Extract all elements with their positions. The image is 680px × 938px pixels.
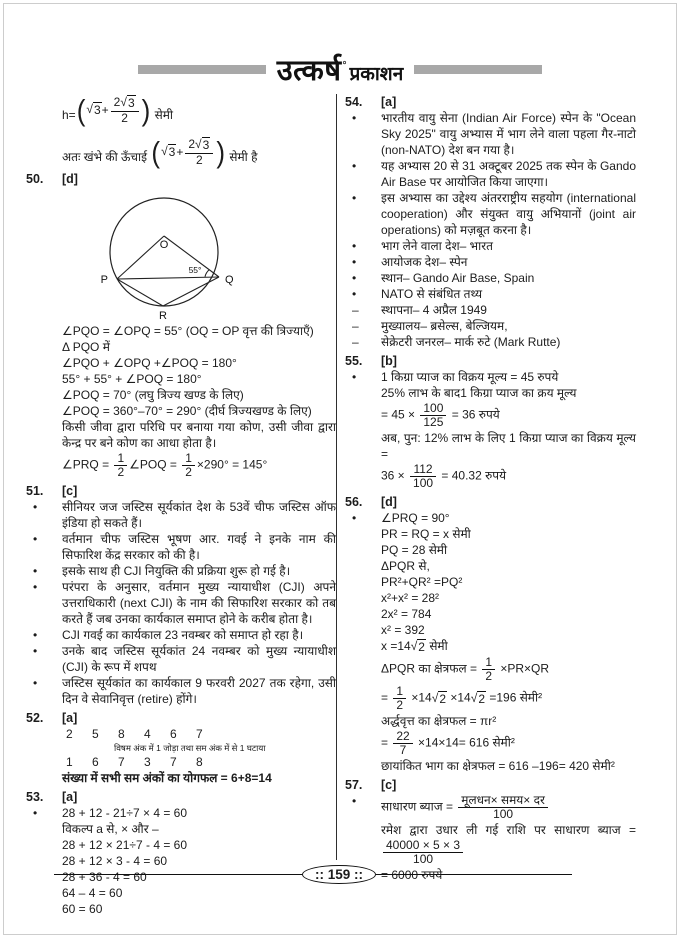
fraction-denominator: 100 — [413, 476, 434, 490]
content-row — [345, 401, 636, 430]
paren-group: ( √ 3 + 2 √ 3 2 ) — [151, 134, 225, 170]
fraction-numerator: मूलधन× समय× दर — [458, 794, 548, 808]
section-head-gutter — [345, 94, 381, 110]
row-content: अतः खंभे की ऊँचाई ( √ 3 + 2 √ 3 2 ) सेमी है — [62, 134, 258, 170]
content-row — [26, 643, 336, 675]
row-content: 36 × $\frac{112}{100}$ = 40.32 रुपये — [381, 462, 507, 490]
content-row — [345, 638, 636, 655]
answer-section — [26, 94, 336, 168]
logo-suffix-text: प्रकाशन — [349, 64, 404, 85]
row-gutter — [26, 579, 62, 595]
square-root — [432, 691, 447, 707]
row-content: = $\frac{22}{7}$ ×14×14= 616 सेमी² — [381, 729, 515, 757]
bullet-icon: • — [352, 159, 357, 173]
section-head-content — [381, 353, 636, 369]
answer-section — [26, 710, 336, 786]
section-number: 55. — [345, 354, 363, 368]
answer-section — [345, 494, 636, 774]
row-gutter — [345, 793, 381, 809]
content-row — [345, 542, 636, 558]
content-row — [345, 302, 636, 318]
content-row — [26, 805, 336, 821]
row-content: ∠PRQ = $\frac{1}{2}$ ∠POQ = $\frac{1}{2}$ ×290° = 145° — [62, 451, 268, 479]
content-row — [26, 187, 336, 323]
radical-sign: √ — [195, 137, 202, 151]
section-head-gutter — [26, 171, 62, 187]
section-number: 56. — [345, 495, 363, 509]
row-content: अर्द्धवृत्त का क्षेत्रफल = πr² — [381, 714, 497, 728]
radicand: 3 — [202, 138, 210, 152]
content-row — [26, 563, 336, 579]
vertical-gap — [26, 126, 336, 136]
fraction — [185, 137, 213, 167]
fraction-numerator: 1 — [482, 656, 495, 670]
content-row — [345, 318, 636, 334]
fraction-denominator: 2 — [185, 465, 192, 479]
radicand: 2 — [478, 691, 485, 706]
bullet-icon: • — [352, 794, 357, 808]
radical-sign: √ — [410, 639, 418, 653]
row-gutter — [26, 805, 62, 821]
paren-group: ( √ 3 + 2 √ 3 2 ) — [76, 92, 151, 128]
content-row — [26, 837, 336, 853]
bullet-icon: • — [352, 239, 357, 253]
content-row — [345, 158, 636, 190]
section-head-gutter — [345, 777, 381, 793]
fraction-numerator: 22 — [393, 730, 412, 744]
answer-key: [d] — [62, 172, 78, 186]
answer-section — [26, 171, 336, 480]
fraction-numerator: 2 √ 3 — [111, 95, 139, 112]
circle-outline — [110, 198, 218, 306]
dash-icon: – — [352, 319, 359, 333]
row-content: परंपरा के अनुसार, वर्तमान मुख्य न्यायाधीश (CJI) अपने उत्तराधिकारी (next CJI) के नाम की सिफारिश सरकार को तब करते हैं जब उनका कार्यकाल समाप्त होने के करीब होता है। — [62, 580, 336, 626]
row-gutter — [345, 369, 381, 385]
content-row — [26, 323, 336, 339]
bullet-icon: • — [352, 271, 357, 285]
fraction — [393, 685, 406, 712]
header-rule-right — [414, 65, 542, 74]
row-gutter — [345, 334, 381, 350]
content-row — [345, 526, 636, 542]
fraction — [182, 452, 195, 479]
radical-sign: √ — [86, 102, 93, 116]
radicand: 3 — [93, 103, 101, 117]
radicand: 2 — [439, 691, 447, 706]
row-content: स्थान– Gando Air Base, Spain — [381, 271, 535, 285]
diagram-label-right: Q — [225, 274, 234, 286]
content-row — [345, 758, 636, 774]
content-row — [345, 684, 636, 713]
content-row — [26, 579, 336, 627]
row-gutter — [345, 318, 381, 334]
header-rule-left — [138, 65, 266, 74]
row-content: उनके बाद जस्टिस सूर्यकांत 24 नवम्बर को मुख्य न्यायाधीश (CJI) के रूप में शपथ — [62, 644, 336, 674]
row-content: x =14 √ 2 सेमी — [381, 639, 448, 654]
content-row — [26, 94, 336, 126]
row-content: इस अभ्यास का उद्देश्य अंतरराष्ट्रीय सहयोग (international cooperation) और संयुक्त वायु अभियानों (joint air operations) को मज़बूत करना है। — [381, 191, 636, 237]
row-content: सीनियर जज जस्टिस सूर्यकांत देश के 53वें चीफ जस्टिस ऑफ इंडिया हो सकते हैं। — [62, 500, 336, 530]
row-content: 28 + 12 - 21÷7 × 4 = 60 — [62, 806, 188, 820]
content-row — [26, 499, 336, 531]
dash-icon: – — [352, 335, 359, 349]
row-content: h= ( √ 3 + 2 √ 3 2 ) सेमी — [62, 92, 174, 128]
content-row — [345, 713, 636, 729]
content-row — [26, 901, 336, 917]
row-content: मुख्यालय– ब्रसेल्स, बेल्जियम, — [381, 319, 508, 333]
content-row — [345, 729, 636, 758]
footer-rule-left — [54, 874, 302, 875]
section-number: 54. — [345, 95, 363, 109]
row-gutter — [345, 510, 381, 526]
row-content: 28 + 12 × 21÷7 - 4 = 60 — [62, 838, 188, 852]
bullet-icon: • — [352, 511, 357, 525]
row-gutter — [345, 238, 381, 254]
row-content: अब, पुन: 12% लाभ के लिए 1 किग्रा प्याज का विक्रय मूल्य = — [381, 431, 636, 461]
row-gutter — [345, 110, 381, 126]
publisher-logo — [277, 50, 404, 89]
section-number: 53. — [26, 790, 44, 804]
diagram-label-left: P — [100, 274, 108, 286]
diagram-angle-label: 55° — [188, 265, 202, 275]
content-row — [345, 238, 636, 254]
row-content: किसी जीवा द्वारा परिधि पर बनाया गया कोण, उसी जीवा द्वारा केन्द्र पर बने कोण का आधा होता है। — [62, 420, 336, 450]
row-content: 60 = 60 — [62, 902, 103, 916]
fraction-denominator: 2 — [396, 698, 404, 712]
section-head-content — [381, 94, 636, 110]
row-content: x²+x² = 28² — [381, 591, 440, 605]
content-row — [26, 419, 336, 451]
content-row — [345, 574, 636, 590]
content-row — [345, 558, 636, 574]
bullet-icon: • — [33, 500, 38, 514]
circle-chord-diagram — [62, 187, 336, 323]
content-row — [26, 339, 336, 355]
row-content: संख्या में सभी सम अंकों का योगफल = 6+8=14 — [62, 771, 272, 785]
bullet-icon: • — [352, 255, 357, 269]
content-row — [26, 355, 336, 371]
section-head — [345, 94, 636, 110]
bullet-icon: • — [352, 191, 357, 205]
content-row — [345, 655, 636, 684]
row-content: ∠PQO + ∠OPQ +∠POQ = 180° — [62, 356, 237, 370]
radicand: 3 — [127, 96, 135, 110]
row-content: सेक्रेटरी जनरल– मार्क रुटे (Mark Rutte) — [381, 335, 561, 349]
content-row — [345, 622, 636, 638]
content-row — [345, 254, 636, 270]
chord-RQ — [163, 277, 219, 306]
content-row — [26, 371, 336, 387]
row-content: ΔPQR से, — [381, 559, 430, 573]
row-content: 28 + 12 × 3 - 4 = 60 — [62, 854, 168, 868]
section-head-content — [62, 710, 336, 726]
content-row — [26, 885, 336, 901]
row-gutter — [345, 302, 381, 318]
chord-PQ — [117, 277, 219, 279]
fraction — [114, 452, 127, 479]
answer-section — [345, 94, 636, 350]
content-row — [345, 270, 636, 286]
row-content: ΔPQR का क्षेत्रफल = $\frac{1}{2}$ ×PR×QR — [381, 655, 550, 683]
row-content: विकल्प a से, × और – — [62, 822, 159, 836]
content-row — [345, 510, 636, 526]
content-row — [26, 531, 336, 563]
content-row — [26, 403, 336, 419]
row-gutter — [26, 627, 62, 643]
section-head — [26, 710, 336, 726]
bullet-icon: • — [33, 564, 38, 578]
fraction — [393, 730, 412, 757]
bullet-icon: • — [33, 580, 38, 594]
row-content: ∠PQO = ∠OPQ = 55° (OQ = OP वृत्त की त्रिज्याएँ) — [62, 324, 314, 338]
row-content: इसके साथ ही CJI नियुक्ति की प्रक्रिया शुरू हो गई है। — [62, 564, 291, 578]
fraction-denominator: 2 — [117, 465, 125, 479]
content-row — [26, 821, 336, 837]
content-row — [345, 334, 636, 350]
page-header — [0, 0, 680, 89]
row-content: रमेश द्वारा उधार ली गई राशि पर साधारण ब्याज = $\frac{40000 \times 5 \times 3}{100}$ — [381, 823, 636, 866]
row-gutter — [345, 270, 381, 286]
page-number-badge: :: 159 :: — [302, 865, 376, 884]
fraction-denominator: 100 — [413, 852, 434, 866]
right-paren: ) — [141, 92, 151, 128]
section-head-gutter — [26, 710, 62, 726]
page-footer — [0, 865, 680, 884]
row-content: 28 + 36 - 4 = 60 — [62, 870, 147, 884]
row-content: साधारण ब्याज = $\frac{\text{मूलधन× समय× दर}}{100}$ — [381, 793, 636, 822]
radius-OP — [117, 236, 164, 279]
row-content: 64 – 4 = 60 — [62, 886, 123, 900]
answer-section — [345, 353, 636, 491]
row-content: वर्तमान चीफ जस्टिस भूषण आर. गवई ने इनके नाम की सिफारिश केंद्र सरकार को की है। — [62, 532, 336, 562]
row-content: ∠POQ = 70° (लघु त्रिज्य खण्ड के लिए) — [62, 388, 244, 402]
content-row — [345, 385, 636, 401]
fraction — [458, 794, 548, 821]
section-number: 52. — [26, 711, 44, 725]
answer-key: [b] — [381, 354, 397, 368]
row-content: 25% लाभ के बाद1 किग्रा प्याज का क्रय मूल्य — [381, 386, 577, 400]
fraction-numerator: 40000 × 5 × 3 — [383, 839, 463, 853]
row-gutter — [26, 499, 62, 515]
content-row — [345, 430, 636, 462]
bullet-icon: • — [33, 806, 38, 820]
fraction-numerator: 112 — [410, 463, 436, 477]
fraction-denominator: 125 — [423, 415, 444, 429]
bullet-icon: • — [33, 676, 38, 690]
fraction — [383, 839, 463, 866]
row-gutter — [26, 531, 62, 547]
fraction-numerator: 1 — [393, 685, 406, 699]
answer-key: [a] — [62, 711, 78, 725]
fraction-denominator: 100 — [493, 807, 514, 821]
content-row — [26, 627, 336, 643]
section-head-gutter — [345, 353, 381, 369]
row-content: = $\frac{1}{2}$ ×14 √ 2 ×14 √ 2 =196 सेमी² — [381, 684, 543, 712]
left-paren: ( — [76, 92, 86, 128]
row-content: आयोजक देश– स्पेन — [381, 255, 468, 269]
radical-sign: √ — [120, 95, 127, 109]
chord-PR — [117, 279, 163, 306]
section-number: 50. — [26, 172, 44, 186]
row-content: 2 5 8 4 6 7 — [66, 727, 211, 741]
square-root — [86, 102, 101, 118]
fraction-numerator: 1 — [182, 452, 195, 466]
content-row — [26, 742, 336, 754]
row-content: x² = 392 — [381, 623, 425, 637]
row-gutter — [26, 675, 62, 691]
content-row — [345, 793, 636, 822]
row-content: 55° + 55° + ∠POQ = 180° — [62, 372, 202, 386]
section-number: 51. — [26, 484, 44, 498]
row-content: NATO से संबंधित तथ्य — [381, 287, 483, 301]
row-gutter — [26, 643, 62, 659]
answer-key: [a] — [62, 790, 78, 804]
content-row — [26, 675, 336, 707]
row-content: विषम अंक में 1 जोड़ा तथा सम अंक में से 1 घटाया — [114, 743, 266, 753]
radicand: 3 — [168, 145, 176, 159]
fraction-denominator: 2 — [121, 111, 128, 125]
row-content: = 45 × $\frac{100}{125}$ = 36 रुपये — [381, 401, 500, 429]
fraction — [111, 95, 139, 125]
section-head-content — [381, 494, 636, 510]
section-head-content — [381, 777, 636, 793]
section-head-gutter — [26, 483, 62, 499]
bullet-icon: • — [352, 287, 357, 301]
radical-sign: √ — [431, 690, 439, 705]
section-head — [26, 171, 336, 187]
content-row — [26, 387, 336, 403]
fraction-denominator: 7 — [399, 743, 407, 757]
answer-key: [d] — [381, 495, 397, 509]
section-head-content — [62, 483, 336, 499]
row-content: PQ = 28 सेमी — [381, 543, 448, 557]
row-content: 1 6 7 3 7 8 — [66, 755, 211, 769]
row-content: ∠POQ = 360°–70° = 290° (दीर्घ त्रिज्यखण्ड के लिए) — [62, 404, 312, 418]
section-head — [345, 494, 636, 510]
footer-rule-right — [376, 874, 572, 875]
fraction — [410, 463, 436, 490]
answer-key: [c] — [381, 778, 397, 792]
bullet-icon: • — [352, 111, 357, 125]
row-content: जस्टिस सूर्यकांत का कार्यकाल 9 फरवरी 2027 तक रहेगा, उसी दिन वे सेवानिवृत्त (retire) होंगे। — [62, 676, 336, 706]
section-head-content — [62, 171, 336, 187]
row-content: CJI गवई का कार्यकाल 23 नवम्बर को समाप्त हो रहा है। — [62, 628, 304, 642]
logo-trademark-icon: ° — [342, 60, 347, 71]
left-paren: ( — [151, 134, 161, 170]
row-content: भाग लेने वाला देश– भारत — [381, 239, 493, 253]
row-content: Δ PQO में — [62, 340, 110, 354]
content-row — [345, 190, 636, 238]
row-gutter — [26, 563, 62, 579]
section-head — [26, 789, 336, 805]
answer-key: [a] — [381, 95, 397, 109]
content-row — [345, 286, 636, 302]
angle-arc — [205, 270, 210, 277]
bullet-icon: • — [33, 628, 38, 642]
square-root — [161, 144, 176, 160]
fraction-numerator: 100 — [420, 402, 446, 416]
radical-sign: √ — [161, 144, 168, 158]
bullet-icon: • — [33, 532, 38, 546]
answer-key: [c] — [62, 484, 78, 498]
radicand: 2 — [418, 640, 425, 654]
content-row — [345, 606, 636, 622]
row-content — [62, 187, 336, 323]
square-root — [120, 95, 135, 111]
section-head-gutter — [345, 494, 381, 510]
content-row — [345, 590, 636, 606]
square-root — [471, 691, 486, 707]
section-head — [345, 353, 636, 369]
content-row — [26, 136, 336, 168]
row-content: स्थापना– 4 अप्रैल 1949 — [381, 303, 487, 317]
row-content: छायांकित भाग का क्षेत्रफल = 616 –196= 420 सेमी² — [381, 759, 615, 773]
section-head-gutter — [26, 789, 62, 805]
content-row — [26, 770, 336, 786]
dash-icon: – — [352, 303, 359, 317]
fraction — [420, 402, 446, 429]
content-row — [345, 110, 636, 158]
fraction — [482, 656, 495, 683]
row-gutter — [345, 190, 381, 206]
row-gutter — [345, 158, 381, 174]
content-row — [345, 462, 636, 491]
row-content: 1 किग्रा प्याज का विक्रय मूल्य = 45 रुपये — [381, 370, 559, 384]
fraction-denominator: 2 — [485, 669, 492, 683]
row-content: PR²+QR² =PQ² — [381, 575, 463, 589]
row-content: PR = RQ = x सेमी — [381, 527, 471, 541]
square-root — [195, 137, 210, 153]
answer-section — [26, 789, 336, 917]
answer-section — [26, 483, 336, 707]
fraction-numerator: 1 — [114, 452, 127, 466]
row-content: = 6000 रुपये — [381, 868, 443, 882]
content-row — [26, 451, 336, 480]
section-head — [26, 483, 336, 499]
diagram-label-bottom: R — [159, 310, 167, 322]
row-content: यह अभ्यास 20 से 31 अक्टूबर 2025 तक स्पेन के Gando Air Base पर आयोजित किया जाएगा। — [381, 159, 636, 189]
diagram-label-center: O — [159, 239, 169, 251]
row-content: भारतीय वायु सेना (Indian Air Force) स्पेन के "Ocean Sky 2025" वायु अभ्यास में भाग लेने वाला पहला गैर-नाटो (non-NATO) देश बन गया है। — [381, 111, 636, 157]
content-row — [345, 822, 636, 867]
fraction-denominator: 2 — [196, 153, 203, 167]
row-gutter — [345, 254, 381, 270]
section-number: 57. — [345, 778, 363, 792]
bullet-icon: • — [33, 644, 38, 658]
section-head-content — [62, 789, 336, 805]
fraction-numerator: 2 √ 3 — [185, 137, 213, 154]
right-paren: ) — [216, 134, 225, 170]
section-head — [345, 777, 636, 793]
content-row — [26, 726, 336, 742]
radical-sign: √ — [470, 690, 478, 705]
content-row — [26, 754, 336, 770]
logo-brand-text: उत्कर्ष — [276, 55, 342, 87]
content-row — [345, 369, 636, 385]
row-content: ∠PRQ = 90° — [381, 511, 450, 525]
bullet-icon: • — [352, 370, 357, 384]
row-content: 2x² = 784 — [381, 607, 432, 621]
row-gutter — [345, 286, 381, 302]
square-root — [411, 639, 426, 655]
left-column — [0, 92, 336, 916]
